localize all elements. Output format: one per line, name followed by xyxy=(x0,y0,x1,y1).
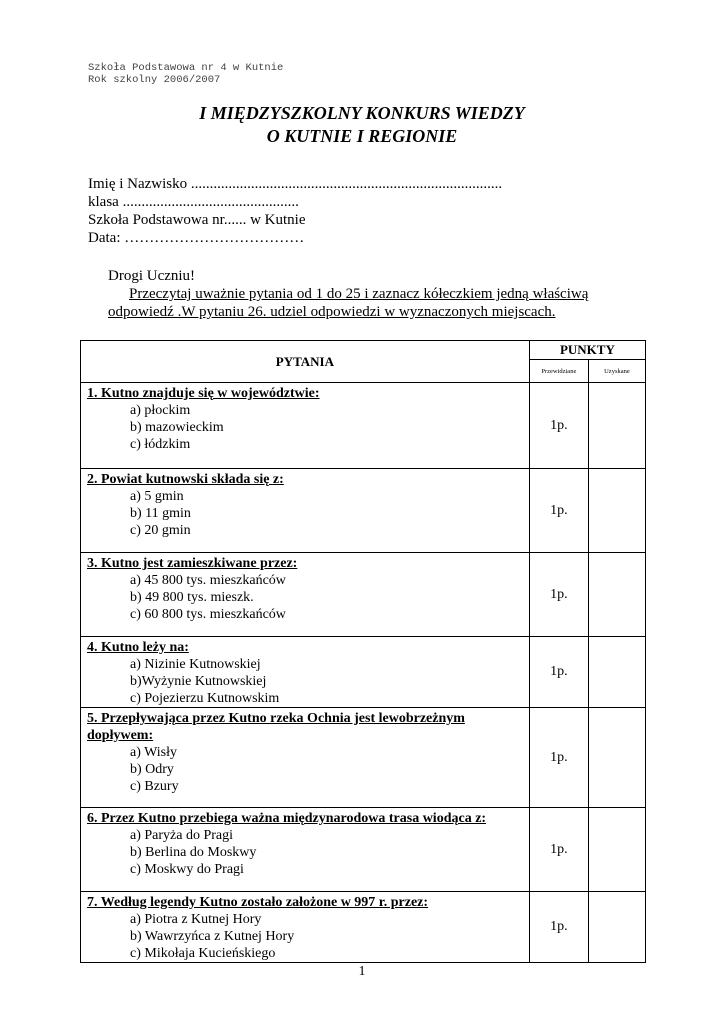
question-row xyxy=(81,553,646,637)
answer-option[interactable]: b) Berlina do Moskwy xyxy=(130,845,257,860)
date-field[interactable]: Data: ……………………………… xyxy=(88,230,305,246)
question-row xyxy=(81,892,646,963)
school-header: Szkoła Podstawowa nr 4 w Kutnie xyxy=(88,62,284,74)
answer-option[interactable]: b) 49 800 tys. mieszk. xyxy=(130,590,254,605)
answer-option[interactable]: c) Bzury xyxy=(130,779,179,794)
planned-points-cell: 1p. xyxy=(529,553,588,637)
answer-option[interactable]: b) Odry xyxy=(130,762,174,777)
earned-points-cell[interactable] xyxy=(588,637,645,708)
question-text: 3. Kutno jest zamieszkiwane przez: xyxy=(87,556,298,571)
instruction-line-1: Przeczytaj uważnie pytania od 1 do 25 i zaznacz kółeczkiem jedną właściwą xyxy=(129,286,589,302)
school-field[interactable]: Szkoła Podstawowa nr...... w Kutnie xyxy=(88,212,306,228)
answer-option[interactable]: c) 60 800 tys. mieszkańców xyxy=(130,607,286,622)
question-cell xyxy=(81,469,530,553)
answer-option[interactable]: b) 11 gmin xyxy=(130,506,191,521)
answer-option[interactable]: b) mazowieckim xyxy=(130,420,224,435)
question-cell xyxy=(81,383,530,469)
answer-option[interactable]: a) 5 gmin xyxy=(130,489,184,504)
school-year: Rok szkolny 2006/2007 xyxy=(88,74,221,86)
answer-option[interactable]: c) Pojezierzu Kutnowskim xyxy=(130,691,280,706)
question-row xyxy=(81,637,646,708)
answer-option[interactable]: a) Paryża do Pragi xyxy=(130,828,234,843)
question-text: 7. Według legendy Kutno zostało założone w 997 r. przez: xyxy=(87,895,429,910)
question-row xyxy=(81,808,646,892)
answer-option[interactable]: a) 45 800 tys. mieszkańców xyxy=(130,573,286,588)
contest-subtitle: O KUTNIE I REGIONIE xyxy=(266,126,458,146)
class-field[interactable]: klasa ............................................... xyxy=(88,194,299,210)
question-row xyxy=(81,708,646,808)
planned-points-cell: 1p. xyxy=(529,892,588,963)
answer-option[interactable]: c) Moskwy do Pragi xyxy=(130,862,244,877)
question-text: 4. Kutno leży na: xyxy=(87,640,189,655)
question-text: 5. Przepływająca przez Kutno rzeka Ochnia jest lewobrzeżnym dopływem: xyxy=(87,711,465,743)
question-cell xyxy=(81,637,530,708)
planned-points-cell: 1p. xyxy=(529,383,588,469)
question-text: 6. Przez Kutno przebiega ważna międzynarodowa trasa wiodąca z: xyxy=(87,811,487,826)
earned-points-cell[interactable] xyxy=(588,892,645,963)
earned-points-cell[interactable] xyxy=(588,383,645,469)
answer-option[interactable]: c) 20 gmin xyxy=(130,523,191,538)
question-cell xyxy=(81,553,530,637)
earned-points-cell[interactable] xyxy=(588,808,645,892)
question-text: 1. Kutno znajduje się w województwie: xyxy=(87,386,320,401)
answer-option[interactable]: a) Nizinie Kutnowskiej xyxy=(130,657,261,672)
questions-table xyxy=(80,340,646,963)
answer-option[interactable]: a) płockim xyxy=(130,403,191,418)
question-cell xyxy=(81,808,530,892)
question-cell xyxy=(81,708,530,808)
name-field[interactable]: Imię i Nazwisko ................................................................................... xyxy=(88,176,503,192)
planned-points-cell: 1p. xyxy=(529,469,588,553)
question-row xyxy=(81,383,646,469)
planned-points-cell: 1p. xyxy=(529,708,588,808)
answer-option[interactable]: b) Wawrzyńca z Kutnej Hory xyxy=(130,929,295,944)
planned-points-cell: 1p. xyxy=(529,808,588,892)
points-column-header: PUNKTY xyxy=(529,341,645,360)
question-text: 2. Powiat kutnowski składa się z: xyxy=(87,472,284,487)
earned-points-cell[interactable] xyxy=(588,553,645,637)
earned-points-cell[interactable] xyxy=(588,469,645,553)
planned-points-cell: 1p. xyxy=(529,637,588,708)
planned-points-header: Przewidziane xyxy=(529,360,588,383)
page-number: 1 xyxy=(358,964,366,979)
answer-option[interactable]: c) Mikołaja Kucieńskiego xyxy=(130,946,276,961)
question-cell xyxy=(81,892,530,963)
answer-option[interactable]: a) Piotra z Kutnej Hory xyxy=(130,912,262,927)
contest-title: I MIĘDZYSZKOLNY KONKURS WIEDZY xyxy=(199,103,525,123)
answer-option[interactable]: b)Wyżynie Kutnowskiej xyxy=(130,674,267,689)
answer-option[interactable]: a) Wisły xyxy=(130,745,178,760)
answer-option[interactable]: c) łódzkim xyxy=(130,437,191,452)
earned-points-header: Uzyskane xyxy=(588,360,645,383)
instruction-line-2: odpowiedź .W pytaniu 26. udziel odpowiedzi w wyznaczonych miejscach. xyxy=(108,304,556,320)
earned-points-cell[interactable] xyxy=(588,708,645,808)
questions-column-header: PYTANIA xyxy=(81,341,530,383)
greeting: Drogi Uczniu! xyxy=(108,268,196,284)
question-row xyxy=(81,469,646,553)
